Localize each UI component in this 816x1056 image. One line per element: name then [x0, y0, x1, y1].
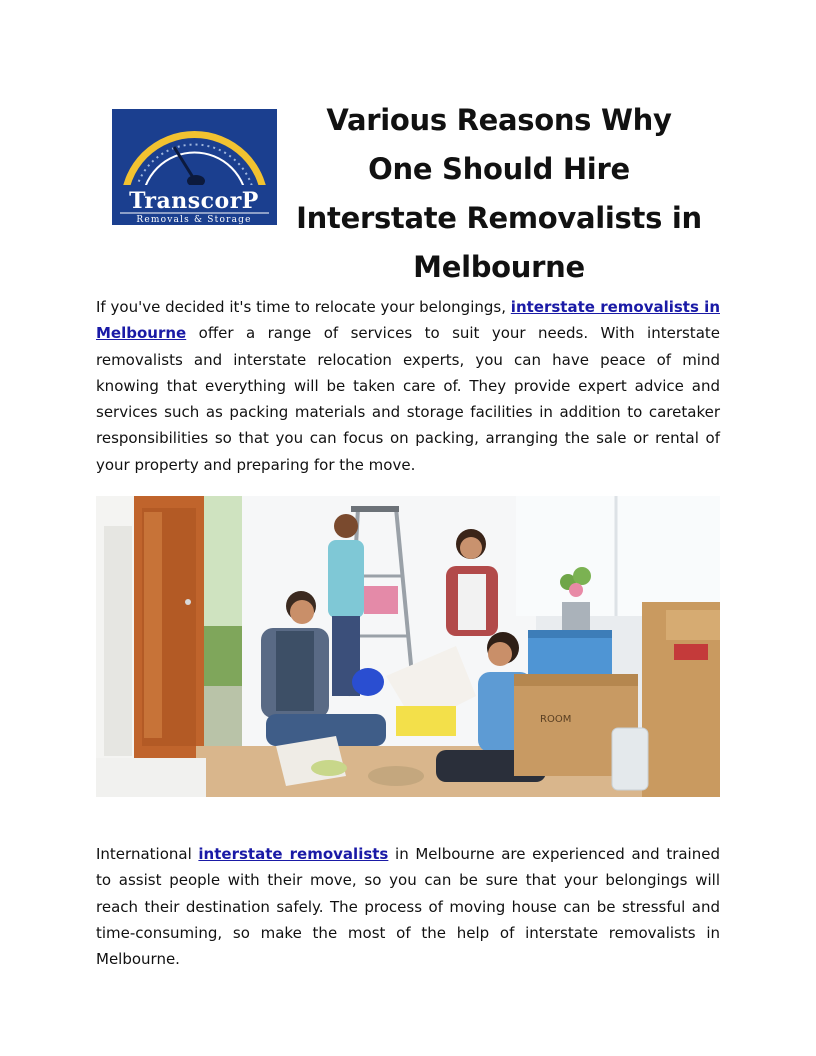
second-paragraph [96, 841, 720, 972]
second-text-before: International [96, 845, 199, 863]
interstate-removalists-melbourne-link[interactable]: interstate removalists in Melbourne [96, 298, 720, 343]
second-text-after: in Melbourne are experienced and trained to assist people with their move, so you can be sure that your belongings will reach their destination safely. The process of moving house can be stressful and time-consuming, so make the most of the help of interstate removalists in Melbourne. [96, 845, 720, 969]
family-moving-photo [96, 496, 720, 797]
interstate-removalists-link[interactable]: interstate removalists [198, 845, 389, 863]
company-logo [112, 109, 277, 225]
intro-paragraph [96, 294, 720, 478]
intro-text-before: If you've decided it's time to relocate your belongings, [96, 298, 511, 316]
logo-brand-text: TranscorP [129, 188, 259, 214]
logo-tagline-text: Removals & Storage [136, 215, 252, 225]
page-title: Various Reasons Why One Should Hire Interstate Removalists in Melbourne [296, 103, 702, 284]
intro-text-after: offer a range of services to suit your needs. With interstate removalists and interstate relocation experts, you can have peace of mind knowing that everything will be taken care of. They provide expert advice and services such as packing materials and storage facilities in addition to caretaker responsibilities so that you can focus on packing, arranging the sale or rental of your property and preparing for the move. [96, 324, 720, 474]
box-label-text: ROOM [540, 714, 572, 725]
